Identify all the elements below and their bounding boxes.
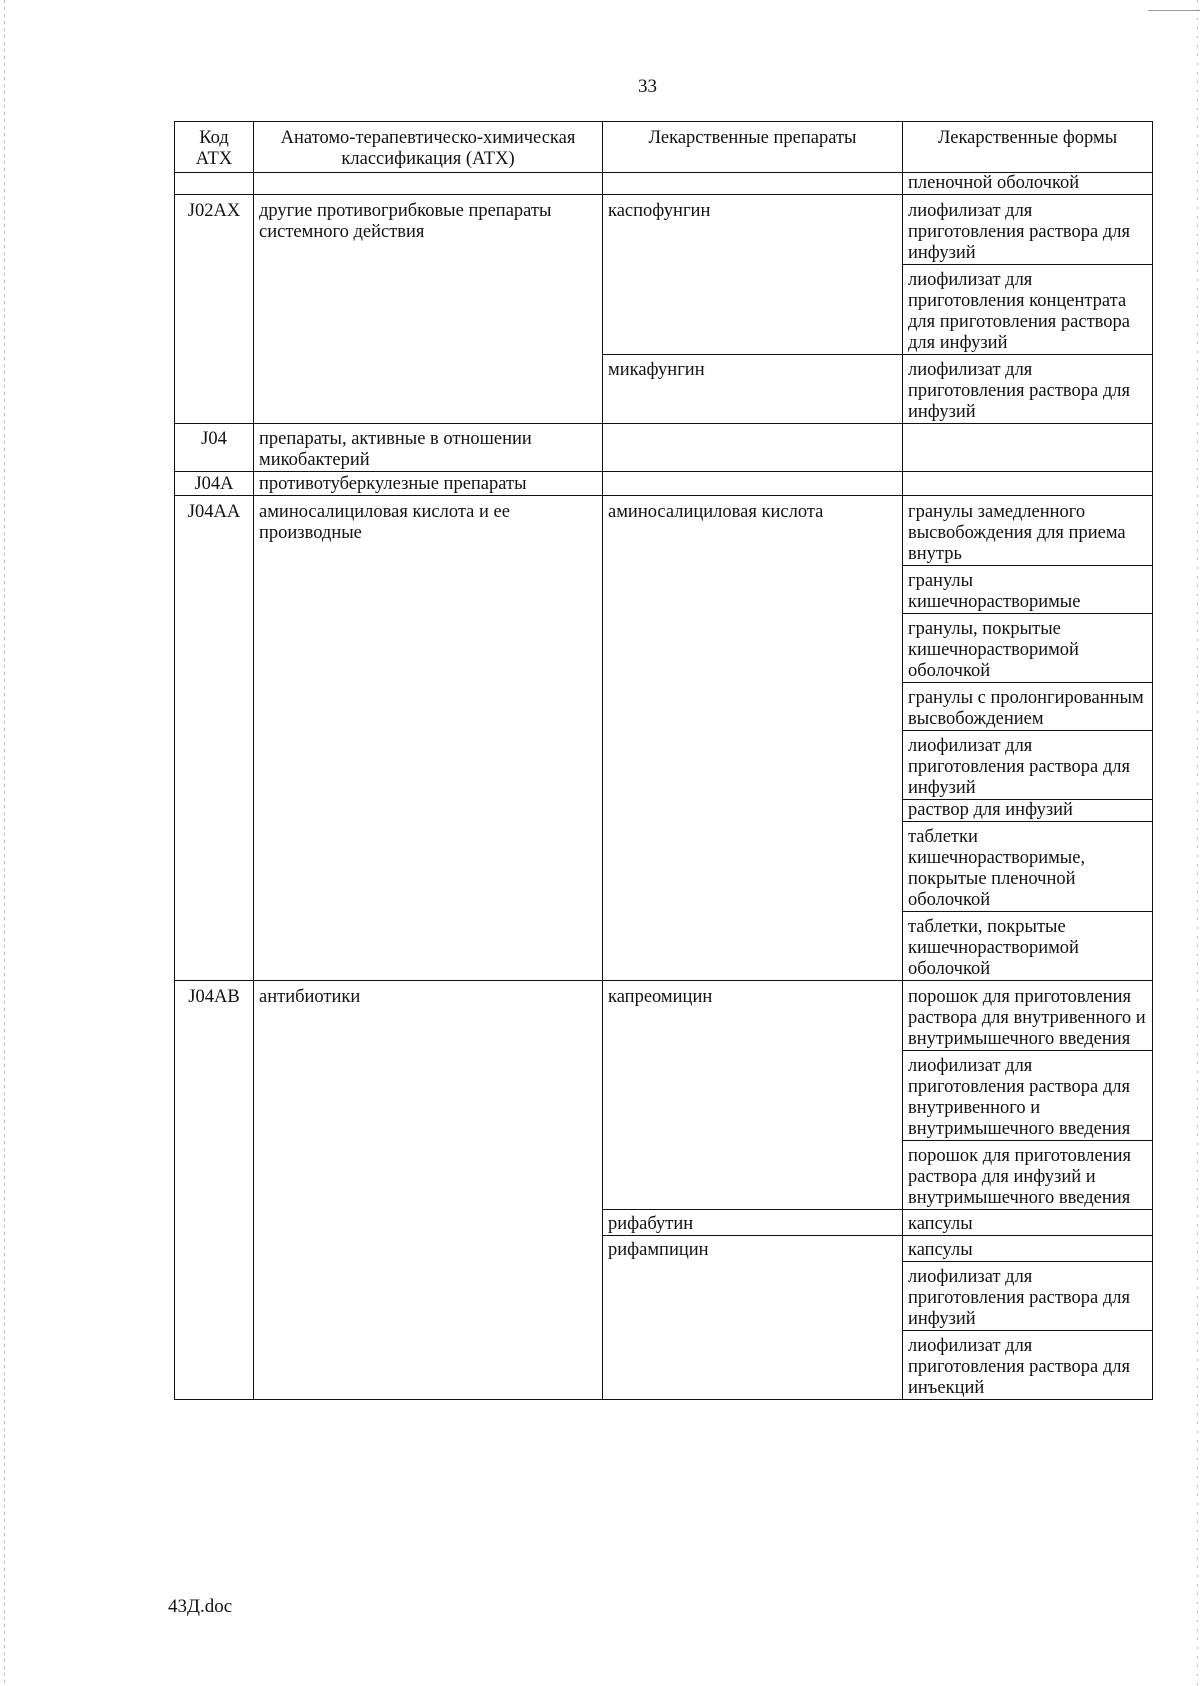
scan-edge-right bbox=[1197, 0, 1198, 1686]
cell-form: гранулы кишечнорастворимые bbox=[903, 566, 1153, 614]
cell-classification: препараты, активные в отношении микобактерий bbox=[254, 424, 603, 472]
cell-form bbox=[903, 472, 1153, 496]
table-row bbox=[175, 472, 1153, 496]
header-code: Код АТХ bbox=[175, 122, 254, 173]
cell-code: J04 bbox=[175, 424, 254, 472]
cell-form: лиофилизат для приготовления раствора для инфузий bbox=[903, 731, 1153, 800]
cell-classification: антибиотики bbox=[254, 981, 603, 1400]
table-header-row bbox=[175, 122, 1153, 173]
cell-drug: капреомицин bbox=[603, 981, 903, 1210]
header-forms: Лекарственные формы bbox=[903, 122, 1153, 173]
cell-form bbox=[903, 424, 1153, 472]
cell-form: порошок для приготовления раствора для инфузий и внутримышечного введения bbox=[903, 1141, 1153, 1210]
cell-code: J04AA bbox=[175, 496, 254, 981]
cell-form: пленочной оболочкой bbox=[903, 173, 1153, 195]
scan-edge-left bbox=[4, 0, 5, 1686]
cell-form: порошок для приготовления раствора для внутривенного и внутримышечного введения bbox=[903, 981, 1153, 1051]
cell-form: таблетки, покрытые кишечнорастворимой оболочкой bbox=[903, 912, 1153, 981]
page-number: 33 bbox=[638, 76, 657, 97]
cell-form: лиофилизат для приготовления раствора для инфузий bbox=[903, 355, 1153, 424]
document-filename: 43Д.doc bbox=[168, 1596, 233, 1617]
cell-code: J02AX bbox=[175, 195, 254, 424]
cell-form: лиофилизат для приготовления раствора для инфузий bbox=[903, 1262, 1153, 1331]
cell-form: лиофилизат для приготовления раствора для внутривенного и внутримышечного введения bbox=[903, 1051, 1153, 1141]
table-row bbox=[175, 496, 1153, 566]
cell-drug: каспофунгин bbox=[603, 195, 903, 355]
cell-code: J04A bbox=[175, 472, 254, 496]
cell-form: лиофилизат для приготовления концентрата для приготовления раствора для инфузий bbox=[903, 265, 1153, 355]
header-classification: Анатомо-терапевтическо-химическая классификация (АТХ) bbox=[254, 122, 603, 173]
cell-form: лиофилизат для приготовления раствора для инъекций bbox=[903, 1331, 1153, 1400]
cell-drug bbox=[603, 424, 903, 472]
cell-drug: микафунгин bbox=[603, 355, 903, 424]
cell-form: гранулы с пролонгированным высвобождением bbox=[903, 683, 1153, 731]
cell-drug bbox=[603, 472, 903, 496]
table-row bbox=[175, 173, 1153, 195]
cell-classification bbox=[254, 173, 603, 195]
cell-form: капсулы bbox=[903, 1210, 1153, 1236]
table-row bbox=[175, 195, 1153, 265]
cell-form: гранулы, покрытые кишечнорастворимой оболочкой bbox=[903, 614, 1153, 683]
cell-form: лиофилизат для приготовления раствора для инфузий bbox=[903, 195, 1153, 265]
cell-form: таблетки кишечнорастворимые, покрытые пленочной оболочкой bbox=[903, 822, 1153, 912]
table-row bbox=[175, 981, 1153, 1051]
cell-drug bbox=[603, 173, 903, 195]
scan-corner-mark bbox=[1148, 0, 1200, 11]
cell-classification: противотуберкулезные препараты bbox=[254, 472, 603, 496]
table-row bbox=[175, 424, 1153, 472]
cell-drug: рифабутин bbox=[603, 1210, 903, 1236]
header-drugs: Лекарственные препараты bbox=[603, 122, 903, 173]
cell-drug: рифампицин bbox=[603, 1236, 903, 1400]
cell-classification: аминосалициловая кислота и ее производные bbox=[254, 496, 603, 981]
cell-drug: аминосалициловая кислота bbox=[603, 496, 903, 981]
atc-drug-table bbox=[174, 121, 1153, 1400]
cell-form: капсулы bbox=[903, 1236, 1153, 1262]
cell-code: J04AB bbox=[175, 981, 254, 1400]
cell-code bbox=[175, 173, 254, 195]
cell-form: гранулы замедленного высвобождения для приема внутрь bbox=[903, 496, 1153, 566]
cell-classification: другие противогрибковые препараты системного действия bbox=[254, 195, 603, 424]
cell-form: раствор для инфузий bbox=[903, 800, 1153, 822]
